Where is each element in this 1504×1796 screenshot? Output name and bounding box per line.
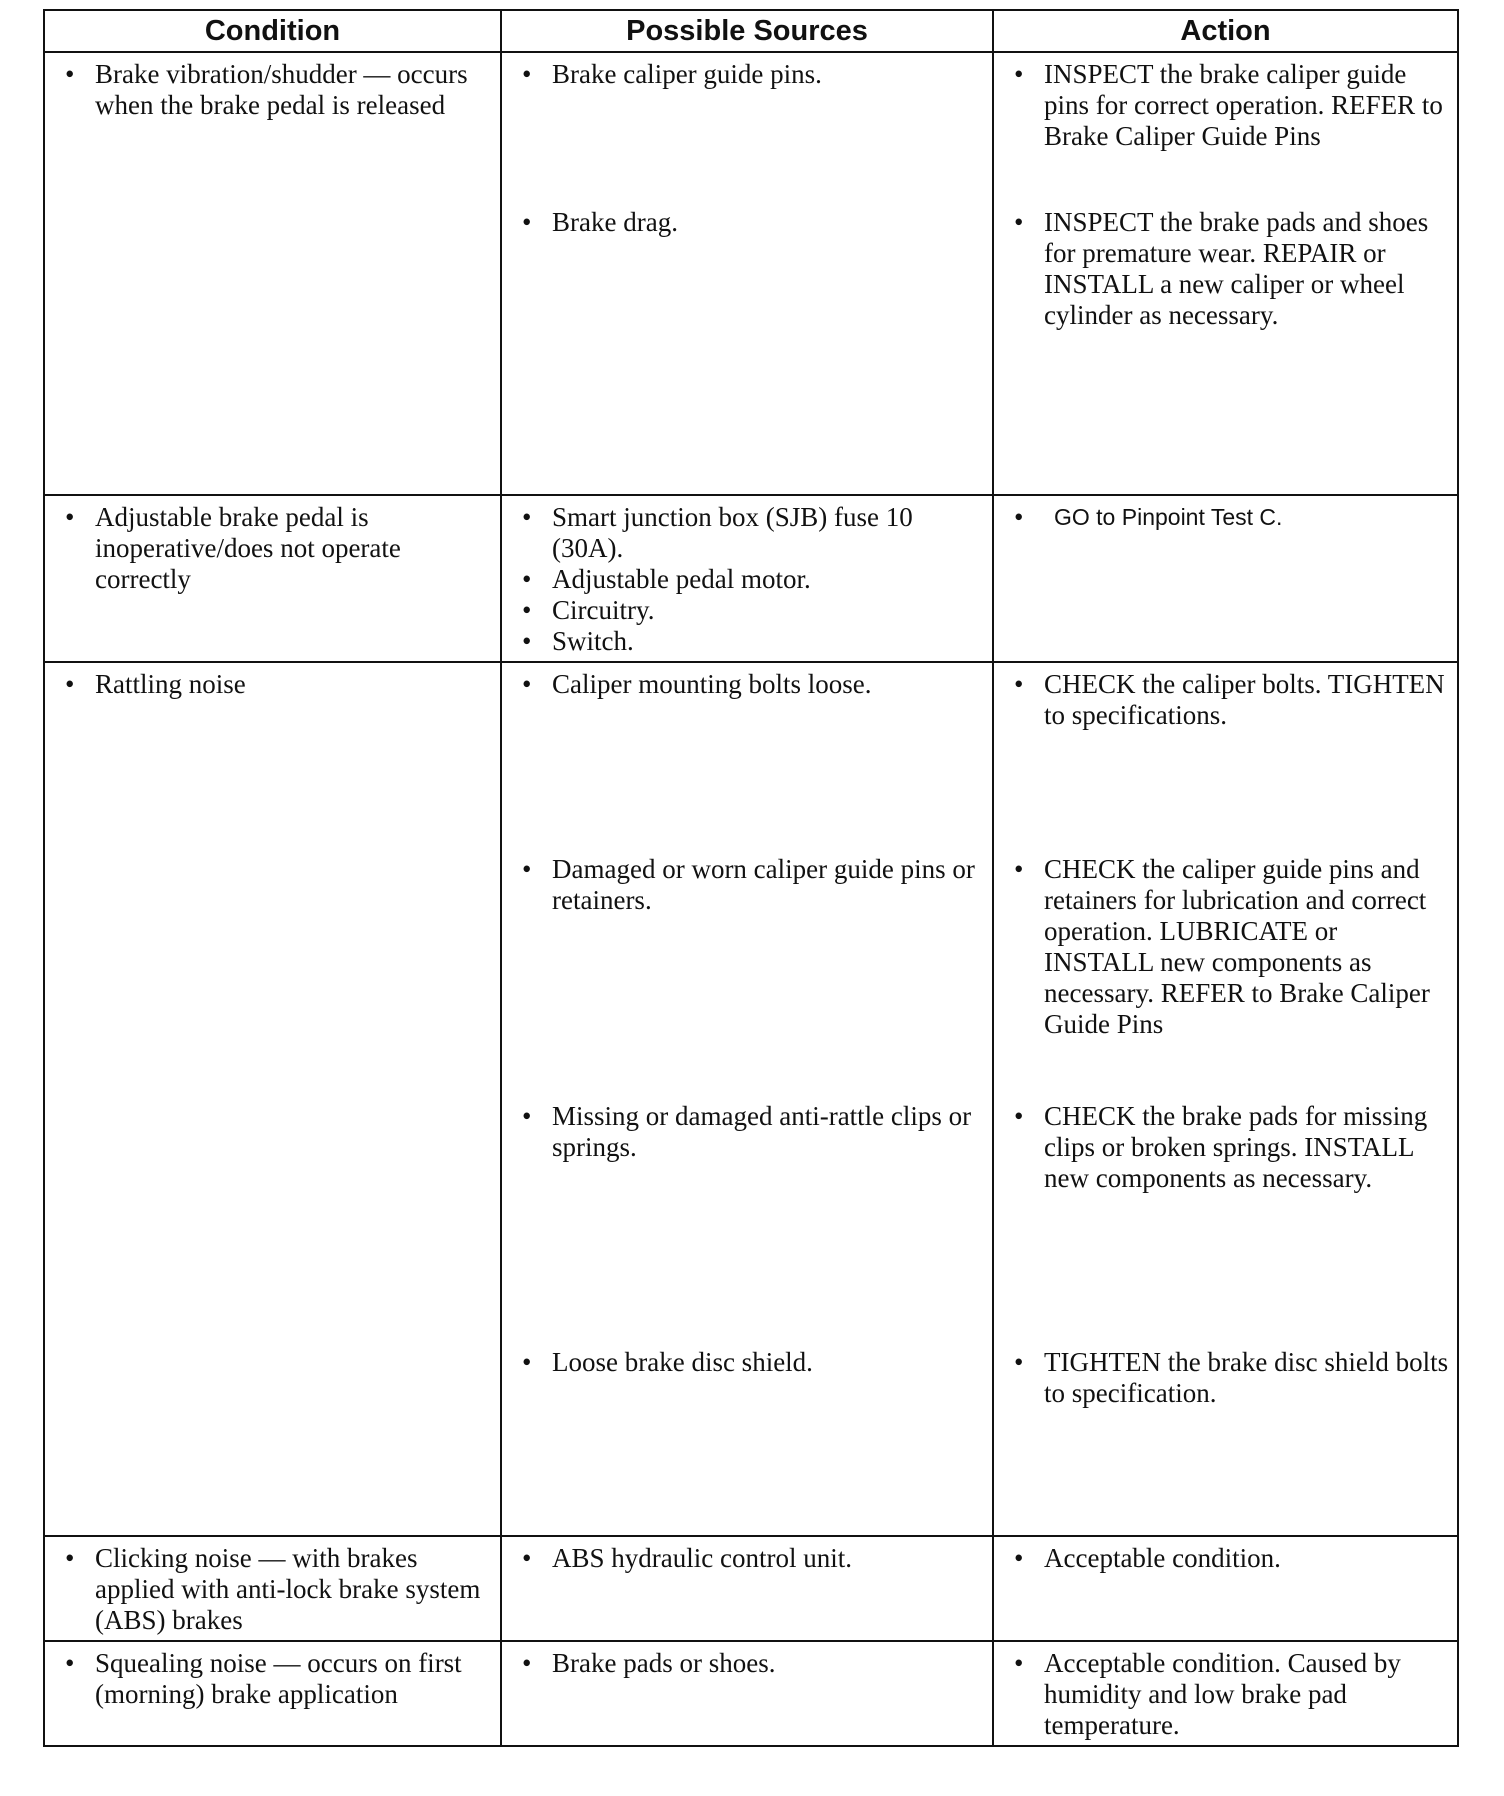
action-cell: [993, 1536, 1458, 1641]
bullet: •: [1014, 1543, 1024, 1573]
bullet: •: [65, 1543, 75, 1573]
list-item: [51, 669, 494, 700]
list-item: [508, 854, 986, 1101]
source-text: Smart junction box (SJB) fuse 10 (30A).: [552, 502, 913, 563]
header-possible-sources: Possible Sources: [501, 10, 993, 52]
bullet: •: [522, 1347, 532, 1377]
action-text: CHECK the caliper guide pins and retainers for lubrication and correct operation. LUBRICATE or INSTALL new components as necessary. REFER to Brake Caliper Guide Pins: [1044, 854, 1430, 1039]
header-action: Action: [993, 10, 1458, 52]
sources-cell: [501, 52, 993, 495]
bullet: •: [522, 595, 532, 625]
condition-text: Adjustable brake pedal is inoperative/does not operate correctly: [95, 502, 401, 594]
sources-cell: [501, 662, 993, 1536]
header-condition: Condition: [44, 10, 501, 52]
bullet: •: [65, 59, 75, 89]
list-item: [508, 1648, 986, 1679]
condition-text: Rattling noise: [95, 669, 246, 699]
sources-cell: [501, 1641, 993, 1746]
condition-text: Clicking noise — with brakes applied with anti-lock brake system (ABS) brakes: [95, 1543, 481, 1635]
list-item: [1000, 1347, 1451, 1409]
source-text: Loose brake disc shield.: [552, 1347, 813, 1377]
bullet: •: [1014, 1648, 1024, 1678]
list-item: [508, 1347, 986, 1378]
bullet: •: [1014, 207, 1024, 237]
bullet: •: [1014, 502, 1024, 532]
list-item: [1000, 669, 1451, 854]
source-text: Adjustable pedal motor.: [552, 564, 811, 594]
source-text: Brake caliper guide pins.: [552, 59, 822, 89]
action-cell: [993, 52, 1458, 495]
action-text: TIGHTEN the brake disc shield bolts to specification.: [1044, 1347, 1449, 1408]
bullet: •: [1014, 854, 1024, 884]
table-row: [44, 662, 1458, 1536]
condition-text: Squealing noise — occurs on first (morning) brake application: [95, 1648, 462, 1709]
list-item: [51, 1543, 494, 1636]
list-item: [51, 502, 494, 595]
list-item: [508, 564, 986, 595]
troubleshooting-table: [43, 9, 1459, 1747]
bullet: •: [522, 1648, 532, 1678]
list-item: [508, 59, 986, 207]
condition-text: Brake vibration/shudder — occurs when the brake pedal is released: [95, 59, 468, 120]
action-text: INSPECT the brake pads and shoes for premature wear. REPAIR or INSTALL a new caliper or wheel cylinder as necessary.: [1044, 207, 1429, 330]
source-text: Brake drag.: [552, 207, 678, 237]
list-item: [1000, 207, 1451, 331]
list-item: [51, 1648, 494, 1710]
list-item: [1000, 1101, 1451, 1347]
list-item: [1000, 59, 1451, 207]
bullet: •: [65, 1648, 75, 1678]
list-item: [508, 502, 986, 564]
bullet: •: [522, 502, 532, 532]
bullet: •: [522, 1543, 532, 1573]
bullet: •: [1014, 59, 1024, 89]
bullet: •: [522, 669, 532, 699]
action-text: INSPECT the brake caliper guide pins for correct operation. REFER to Brake Caliper Guide Pins: [1044, 59, 1443, 151]
action-text: CHECK the brake pads for missing clips or broken springs. INSTALL new components as necessary.: [1044, 1101, 1428, 1193]
list-item: [508, 207, 986, 238]
list-item: [1000, 1648, 1451, 1741]
table-row: [44, 1536, 1458, 1641]
table-row: [44, 1641, 1458, 1746]
list-item: [508, 1101, 986, 1347]
condition-cell: [44, 1536, 501, 1641]
bullet: •: [1014, 1101, 1024, 1131]
sources-cell: [501, 1536, 993, 1641]
condition-cell: [44, 1641, 501, 1746]
list-item: [1000, 502, 1451, 533]
action-text: CHECK the caliper bolts. TIGHTEN to specifications.: [1044, 669, 1445, 730]
source-text: Caliper mounting bolts loose.: [552, 669, 872, 699]
bullet: •: [522, 207, 532, 237]
action-text: Acceptable condition. Caused by humidity and low brake pad temperature.: [1044, 1648, 1401, 1740]
action-text: Acceptable condition.: [1044, 1543, 1281, 1573]
condition-cell: [44, 662, 501, 1536]
table-header-row: [44, 10, 1458, 52]
table-row: [44, 495, 1458, 662]
bullet: •: [1014, 669, 1024, 699]
bullet: •: [522, 59, 532, 89]
sources-cell: [501, 495, 993, 662]
bullet: •: [522, 564, 532, 594]
list-item: [508, 626, 986, 657]
list-item: [51, 59, 494, 121]
list-item: [1000, 1543, 1451, 1574]
list-item: [508, 595, 986, 626]
list-item: [508, 669, 986, 854]
action-cell: [993, 495, 1458, 662]
action-cell: [993, 662, 1458, 1536]
condition-cell: [44, 52, 501, 495]
source-text: Circuitry.: [552, 595, 655, 625]
source-text: Switch.: [552, 626, 634, 656]
table-row: [44, 52, 1458, 495]
source-text: ABS hydraulic control unit.: [552, 1543, 852, 1573]
source-text: Brake pads or shoes.: [552, 1648, 776, 1678]
bullet: •: [522, 626, 532, 656]
action-cell: [993, 1641, 1458, 1746]
list-item: [1000, 854, 1451, 1101]
action-text: GO to Pinpoint Test C.: [1054, 504, 1283, 530]
bullet: •: [522, 1101, 532, 1131]
source-text: Missing or damaged anti-rattle clips or springs.: [552, 1101, 972, 1162]
bullet: •: [65, 502, 75, 532]
bullet: •: [1014, 1347, 1024, 1377]
condition-cell: [44, 495, 501, 662]
source-text: Damaged or worn caliper guide pins or retainers.: [552, 854, 975, 915]
list-item: [508, 1543, 986, 1574]
bullet: •: [65, 669, 75, 699]
bullet: •: [522, 854, 532, 884]
